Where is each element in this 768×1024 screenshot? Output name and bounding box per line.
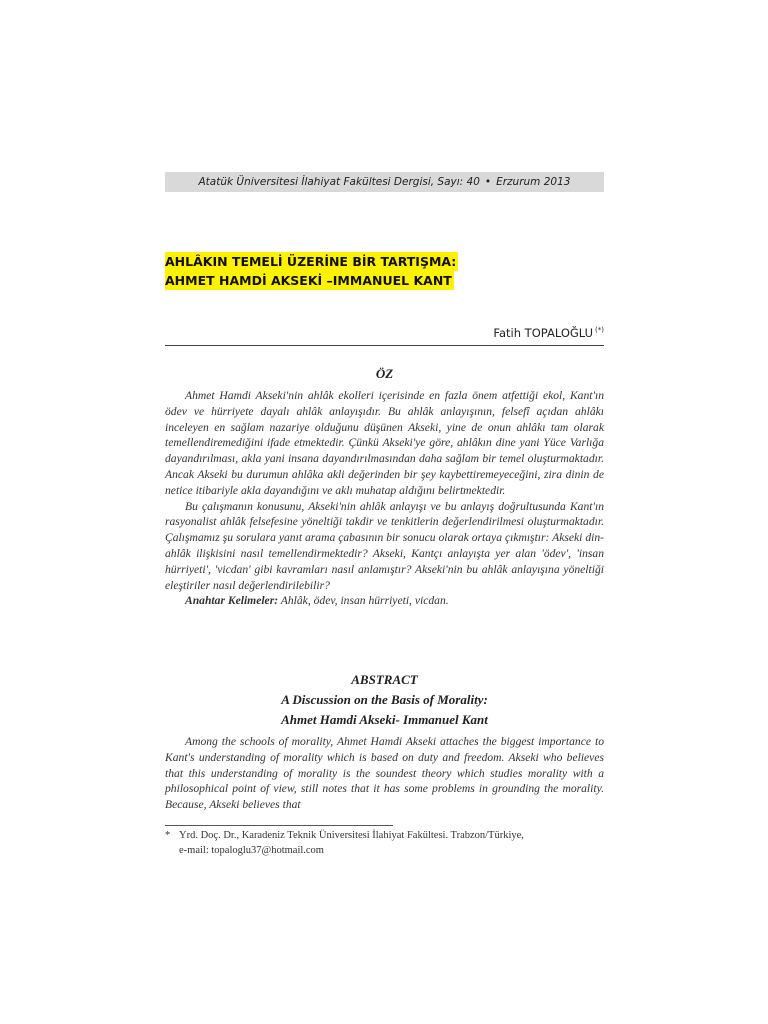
oz-paragraph-1: Ahmet Hamdi Akseki'nin ahlâk ekolleri içerisinde en fazla önem atfettiği ekol, Kant'ın ödev ve hürriyete dayalı ahlâk anlayışıdır. Bu ahlâk anlayışının, felsefî açıdan ahlâkı inceleyen en sağlam nazariye olduğunu düşünen Akseki, yine de onun ahlâkı tam olarak temellendiremediğini ifade etmektedir. Çünkü Akseki'ye göre, ahlâkın dine yani Yüce Varlığa dayandırılması, akla yani insana dayandırılmasından daha sağlam bir temel oluşturmaktadır. Ancak Akseki bu durumun ahlâka akli değerinden bir şey kaybettiremeyeceğini, zira dinin de netice itibariyle akla dayandığını ve aklı muhatap aldığını belirtmektedir. bbox=[165, 389, 604, 497]
keywords bbox=[165, 593, 604, 609]
header-bullet: • bbox=[484, 176, 492, 188]
keywords-text: Ahlâk, ödev, insan hürriyeti, vicdan. bbox=[278, 594, 449, 608]
oz-paragraph-2: Bu çalışmanın konusunu, Akseki'nin ahlâk anlayışı ve bu anlayış doğrultusunda Kant'ın rasyonalist ahlâk felsefesine yöneltiği takdir ve tenkitlerin değerlendirilmesi oluşturmaktadır. Çalışmamız şu sorulara yanıt arama çabasının bir sonucu olarak ortaya çıkmıştır: Akseki din-ahlâk ilişkisini nasıl temellendirmektedir? Akseki, Kantçı anlayışta yer alan 'ödev', 'insan hürriyeti', 'vicdan' gibi kavramları nasıl anlamıştır? Akseki'nin bu ahlâk anlayışına yöneltiği eleştiriler nasıl değerlendirilebilir? bbox=[165, 499, 604, 592]
abstract-body bbox=[165, 734, 604, 813]
footnote-marker: * bbox=[165, 830, 171, 841]
oz-heading: ÖZ bbox=[375, 366, 394, 381]
oz-body bbox=[165, 388, 604, 609]
abstract-title-line-2: Ahmet Hamdi Akseki- Immanuel Kant bbox=[281, 712, 488, 727]
article-title bbox=[165, 252, 458, 290]
keywords-label: Anahtar Kelimeler: bbox=[185, 594, 279, 608]
abstract-title-line-1: A Discussion on the Basis of Morality: bbox=[281, 692, 488, 707]
author-byline bbox=[493, 326, 604, 340]
title-line-1: AHLÂKIN TEMELİ ÜZERİNE BİR TARTIŞMA: bbox=[165, 254, 457, 269]
journal-header bbox=[165, 172, 604, 192]
author-name: Fatih TOPALOĞLU bbox=[493, 326, 594, 340]
footnote-email: e-mail: topaloglu37@hotmail.com bbox=[179, 845, 324, 856]
footnote-affiliation: Yrd. Doç. Dr., Karadeniz Teknik Üniversitesi İlahiyat Fakültesi. Trabzon/Türkiye, bbox=[179, 830, 524, 841]
author-footnote-marker: (*) bbox=[595, 326, 604, 334]
journal-place-year: Erzurum 2013 bbox=[496, 176, 571, 188]
journal-name: Atatük Üniversitesi İlahiyat Fakültesi Dergisi, Sayı: 40 bbox=[198, 176, 480, 188]
abstract-paragraph-1: Among the schools of morality, Ahmet Hamdi Akseki attaches the biggest importance to Kant's understanding of morality which is based on duty and freedom. Akseki who believes that this understanding of morality is the soundest theory which studies morality with a philosophical point of view, still notes that it has some problems in grounding the morality. Because, Akseki believes that bbox=[165, 735, 604, 812]
footnote bbox=[165, 828, 604, 858]
title-line-2: AHMET HAMDİ AKSEKİ –IMMANUEL KANT bbox=[165, 273, 452, 288]
footnote-divider bbox=[165, 825, 393, 826]
abstract-heading: ABSTRACT bbox=[351, 672, 418, 687]
author-divider bbox=[165, 345, 604, 346]
